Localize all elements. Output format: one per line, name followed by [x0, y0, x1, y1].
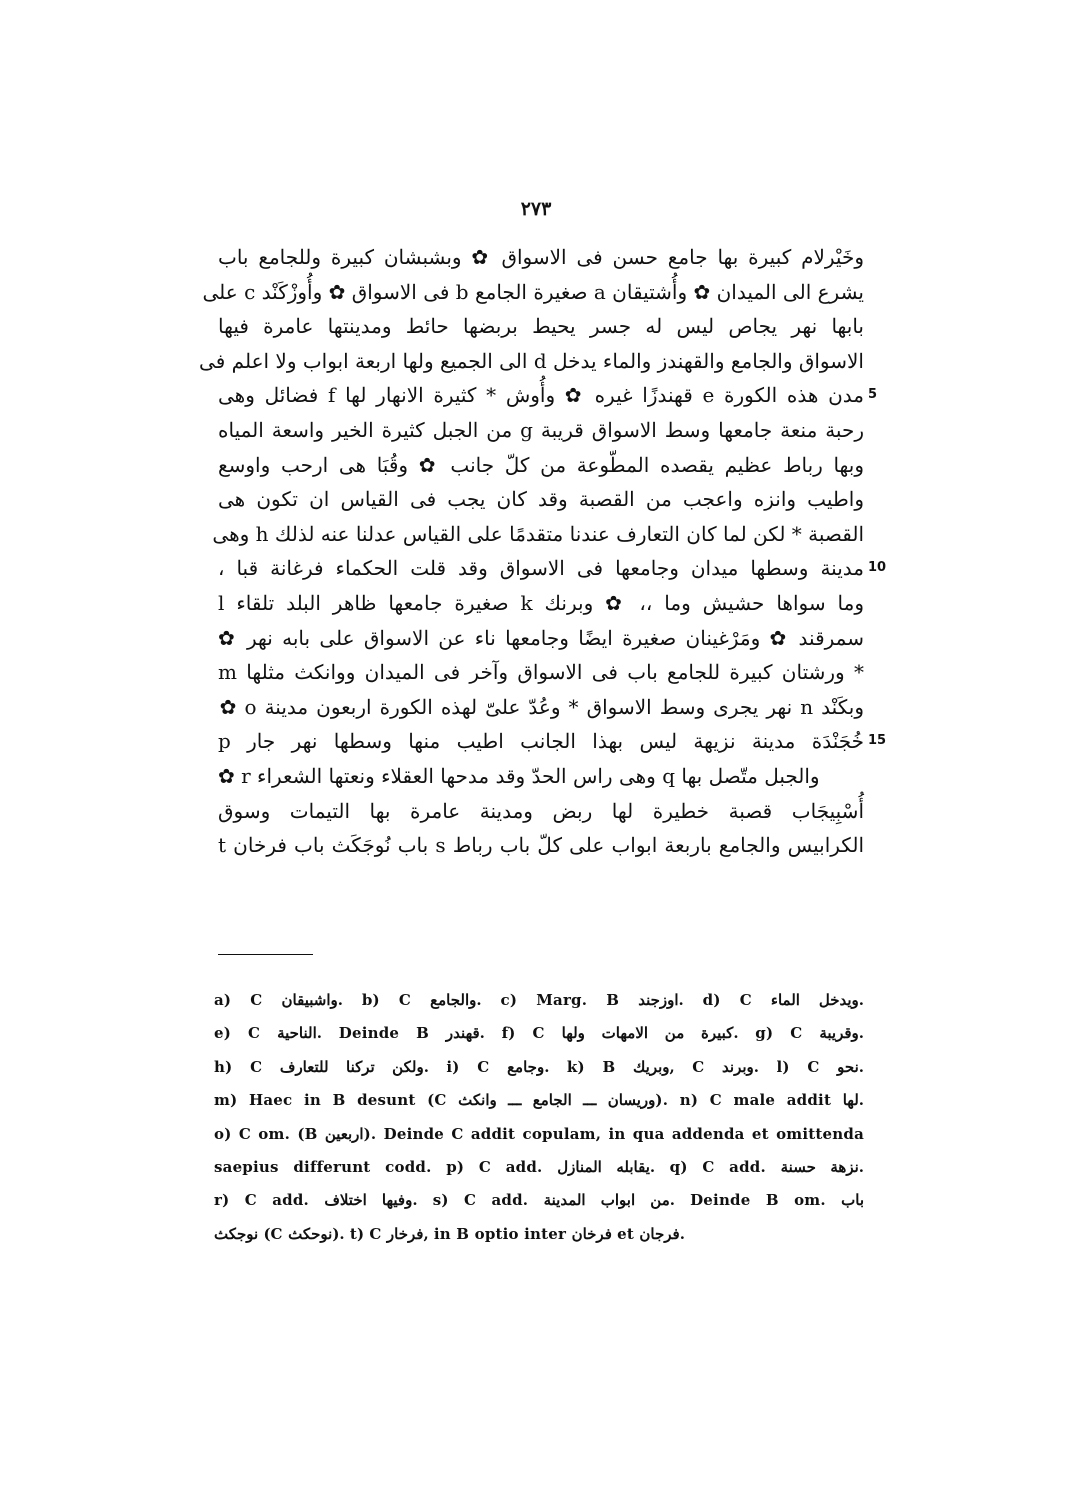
text-line-content: خُجَنْدَة مدينة نزيهة ليس بهذا الجانب اطيب منها وسطها نهر جار p	[218, 729, 864, 754]
text-line	[218, 759, 864, 794]
footnote-line: r) C add. وفيها اختلاف. s) C add. من ابواب المدينة. Deinde B om. باب	[214, 1191, 864, 1210]
text-line-content: يشرع الى الميدان ✿ وأُشتيقان a صغيرة الجامع b فى الاسواق ✿ وأُوزْكَنْد c على	[202, 279, 864, 304]
text-line	[218, 551, 887, 586]
text-line	[218, 724, 887, 759]
text-line-content: أُسْبِيجَاب قصبة خطيرة لها ربض ومدينة عامرة بها التيمات وسوق	[218, 798, 864, 823]
text-line	[218, 482, 864, 517]
text-line-content: وخَيْرلام كبيرة بها جامع حسن فى الاسواق ✿ وبشبشان كبيرة وللجامع باب	[218, 245, 864, 269]
footnote-line: o) C om. (B اربعين). Deinde C addit copulam, in qua addenda et omittenda	[214, 1124, 864, 1143]
text-line	[202, 275, 864, 310]
text-line-content: وبكَنْد n نهر يجرى وسط الاسواق * وعُدّ علىّ لهذه الكورة اربعون مدينة o ✿	[218, 694, 864, 719]
text-line	[218, 828, 864, 863]
line-number: 5	[868, 387, 878, 403]
footnote-line: saepius differunt codd. p) C add. يقابله المنازل. q) C add. نزهة حسنة.	[214, 1157, 864, 1176]
text-line-content: القصبة * لكن لما كان التعارف عندنا متقدمًا على القياس عدلنا عنه لذلك h وهى	[212, 521, 864, 546]
text-line-content: الكرابيس والجامع باربعة ابواب على كلّ باب رباط s باب نُوجَكَث باب فرخان t	[218, 833, 864, 858]
footnote-line: h) C ولكن تركنا للتعارف. i) C وجامع. k) B وبريك, C وبرند. l) C نحو.	[214, 1057, 864, 1076]
footnotes	[214, 984, 864, 1251]
footnote-line: a) C واشبيقان. b) C والجامع. c) Marg. B اوزجند. d) C ويدخل الماء.	[214, 991, 864, 1009]
footnote-separator	[218, 954, 313, 955]
text-line	[218, 586, 864, 621]
text-line	[218, 378, 878, 413]
footnote-line: نوجكث (C نوحكث). t) C فرخار, in B optio inter فرخان et فرجان.	[214, 1224, 685, 1243]
footnote-line: e) C الناحية. Deinde B قهندر. f) C كبيرة من الامهات ولها. g) C وقريبة.	[214, 1024, 864, 1043]
text-line-content: رحبة منعة جامعها وسط الاسواق قريبة g من الجبل كثيرة الخير واسعة المياه	[218, 417, 864, 442]
text-line	[218, 240, 864, 275]
main-text	[199, 240, 887, 863]
text-line	[218, 413, 864, 448]
page-number: ٢٧٣	[520, 198, 552, 220]
text-line-content: والجبل متّصل بها q وهى راس الحدّ وقد مدحها العقلاء ونعتها الشعراء r ✿	[218, 763, 820, 788]
text-line-content: مدن هذه الكورة e قهندزًا غيره ✿ وأُوش * كثيرة الانهار لها f فضائل وهى	[218, 383, 864, 408]
text-line	[218, 794, 864, 829]
line-number: 15	[868, 733, 887, 749]
text-line-content: واطيب وانزه واعجب من القصبة وقد كان يجب فى القياس ان تكون هى	[218, 487, 864, 512]
line-number: 10	[868, 560, 887, 576]
text-line-content: الاسواق والجامع والقهندز والماء يدخل d الى الجميع ولها اربعة ابواب ولا اعلم فى	[199, 348, 864, 373]
text-line-content: بابها نهر يجاص ليس له جسر يحيط بربضها حائط ومدينتها عامرة فيها	[218, 314, 864, 339]
footnote-line: m) Haec in B desunt (C وريسان ـــ الجامع ـــ وانكث). n) C male addit لها.	[214, 1091, 864, 1110]
text-line	[218, 655, 864, 690]
text-line	[218, 621, 864, 656]
text-line	[199, 344, 864, 379]
text-line-content: مدينة وسطها ميدان وجامعها فى الاسواق وقد قلت الحكماء فرغانة قبا ،	[218, 556, 864, 581]
text-line	[218, 448, 864, 483]
text-line-content: سمرقند ✿ ومَرْغينان صغيرة ايضًا وجامعها ناء عن الاسواق على بابه نهر ✿	[218, 625, 864, 650]
text-line	[212, 517, 864, 552]
text-line-content: وما سواها حشيش وما ،، ✿ وبرنك k صغيرة جامعها ظاهر البلد تلقاء l	[218, 590, 865, 615]
text-line	[218, 690, 864, 725]
text-line	[218, 309, 864, 344]
text-line-content: وبها رباط عظيم يقصده المطّوعة من كلّ جانب ✿ وقُبَا هى ارحب واوسع	[218, 452, 864, 477]
text-line-content: * ورشتان كبيرة للجامع باب فى الاسواق وآخر فى الميدان ووانكث مثلها m	[218, 660, 864, 685]
